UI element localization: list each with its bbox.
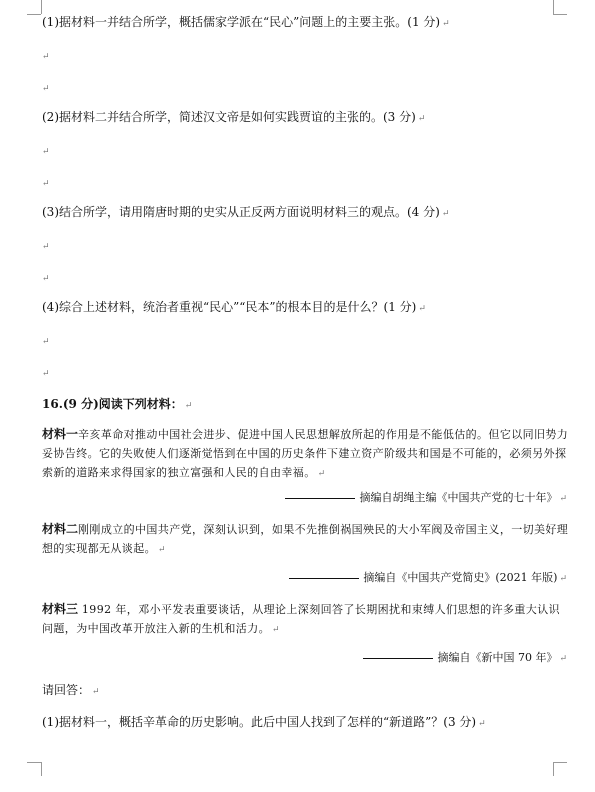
paragraph-mark-icon: ↵	[317, 469, 326, 479]
source-dash	[285, 498, 355, 499]
paragraph-mark-icon: ↵	[272, 625, 280, 635]
question-15-3: (3)结合所学，请用隋唐时期的史实从正反两方面说明材料三的观点。(4 分) ↵	[42, 205, 450, 219]
material-2: 材料二刚刚成立的中国共产党，深刻认识到，如果不先推倒祸国殃民的大小军阀及帝国主义，一切美好理想的实现都无从谈起。 ↵	[42, 522, 569, 555]
material-2-source: 摘编自《中国共产党简史》(2021 年版) ↵	[289, 570, 567, 586]
paragraph-mark-icon: ↵	[92, 687, 100, 697]
question-16-1: (1)据材料一，概括辛革命的历史影响。此后中国人找到了怎样的“新道路”？(3 分) ↵	[42, 715, 486, 729]
paragraph-mark-icon: ↵	[42, 52, 50, 62]
paragraph-mark-icon: ↵	[559, 574, 567, 584]
paragraph-mark-icon: ↵	[478, 719, 486, 729]
paragraph-mark-icon: ↵	[42, 337, 50, 347]
question-15-2: (2)据材料二并结合所学，简述汉文帝是如何实践贾谊的主张的。(3 分) ↵	[42, 110, 426, 124]
material-3-source: 摘编自《新中国 70 年》 ↵	[363, 650, 567, 666]
material-1: 材料一辛亥革命对推动中国社会进步、促进中国人民思想解放所起的作用是不能低估的。但它以同旧势力妥协告终。它的失败使人们逐渐觉悟到在中国的历史条件下建立资产阶级共和国是不可能的，必须另外探索新的道路来求得国家的独立富强和人民的自由幸福。 ↵	[42, 427, 569, 479]
question-16-heading: 16.(9 分)阅读下列材料： ↵	[42, 397, 193, 411]
paragraph-mark-icon: ↵	[418, 304, 426, 314]
paragraph-mark-icon: ↵	[441, 209, 450, 219]
paragraph-mark-icon: ↵	[158, 545, 166, 555]
paragraph-mark-icon: ↵	[42, 369, 50, 379]
paragraph-mark-icon: ↵	[42, 179, 50, 189]
material-1-source: 摘编自胡绳主编《中国共产党的七十年》 ↵	[285, 490, 567, 506]
source-dash	[363, 658, 433, 659]
paragraph-mark-icon: ↵	[442, 19, 450, 29]
answer-prompt: 请回答： ↵	[42, 683, 100, 697]
paragraph-mark-icon: ↵	[42, 242, 50, 252]
paragraph-mark-icon: ↵	[184, 401, 193, 411]
paragraph-mark-icon: ↵	[417, 114, 426, 124]
paragraph-mark-icon: ↵	[42, 84, 50, 94]
question-15-1: (1)据材料一并结合所学，概括儒家学派在“民心”问题上的主要主张。(1 分) ↵	[42, 15, 450, 29]
paragraph-mark-icon: ↵	[559, 494, 567, 504]
material-3: 材料三 1992 年，邓小平发表重要谈话，从理论上深刻回答了长期困扰和束缚人们思想的许多重大认识问题，为中国改革开放注入新的生机和活力。 ↵	[42, 602, 560, 635]
paragraph-mark-icon: ↵	[42, 147, 50, 157]
source-dash	[289, 578, 359, 579]
paragraph-mark-icon: ↵	[42, 274, 50, 284]
paragraph-mark-icon: ↵	[559, 654, 567, 664]
question-15-4: (4)综合上述材料，统治者重视“民心”“民本”的根本目的是什么？(1 分) ↵	[42, 300, 426, 314]
